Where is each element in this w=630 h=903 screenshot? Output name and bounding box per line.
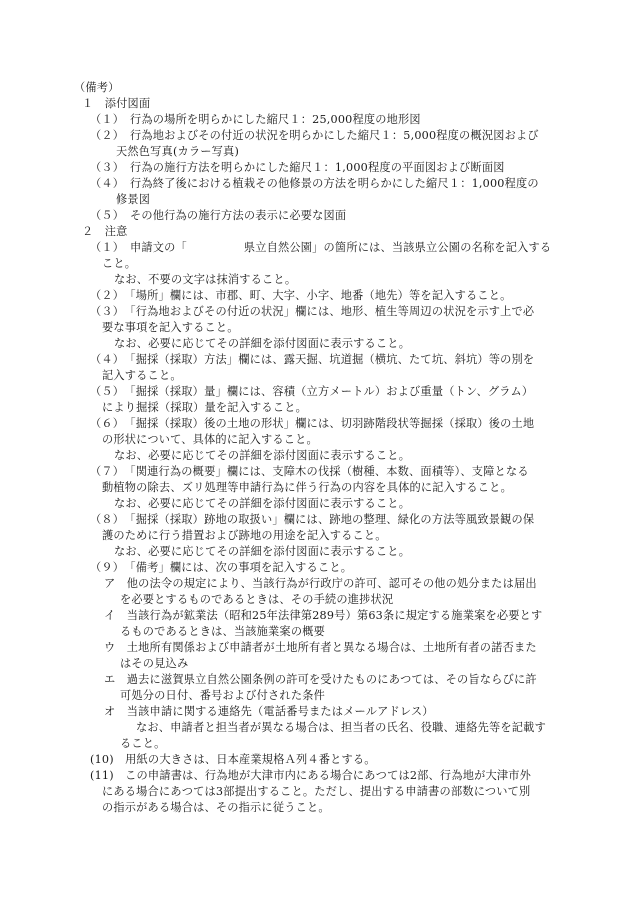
- text-line: なお、必要に応じてその詳細を添付図面に表示すること。: [114, 337, 411, 350]
- text-line: ア 他の法令の規定により、当該行為が行政庁の許可、認可その他の処分または届出: [104, 577, 537, 590]
- text-line: （４） 行為終了後における植栽その他修景の方法を明らかにした縮尺１：1,000程度の: [90, 177, 539, 190]
- text-line: なお、必要に応じてその詳細を添付図面に表示すること。: [114, 449, 411, 462]
- text-line: イ 当該行為が鉱業法（昭和25年法律第289号）第63条に規定する施業案を必要とす: [104, 609, 543, 622]
- text-line: 修景図: [116, 193, 151, 206]
- text-line: なお、必要に応じてその詳細を添付図面に表示すること。: [114, 545, 411, 558]
- section-heading: １ 添付図面: [82, 97, 151, 110]
- text-line: により掘採（採取）量を記入すること。: [102, 401, 307, 414]
- text-line: にある場合にあつては3部提出すること。ただし、提出する申請書の部数について別: [102, 785, 531, 798]
- text-line: 要な事項を記入すること。: [102, 321, 239, 334]
- text-line: （３） 行為の施行方法を明らかにした縮尺１：1,000程度の平面図および断面図: [90, 161, 505, 174]
- text-line: なお、申請者と担当者が異なる場合は、担当者の氏名、役職、連絡先等を記載す: [136, 721, 546, 734]
- text-line: はその見込み: [120, 657, 189, 670]
- text-line: 護のために行う措置および跡地の用途を記入すること。: [102, 529, 387, 542]
- text-line: ること。: [120, 737, 166, 750]
- text-line: 動植物の除去、ズリ処理等申請行為に伴う行為の内容を具体的に記入すること。: [102, 481, 512, 494]
- remarks-title: （備考）: [74, 81, 120, 94]
- text-line: を必要とするものであるときは、その手続の進捗状況: [120, 593, 394, 606]
- text-line: （５） 「掘採（採取）量」欄には、容積（立方メートル）および重量（トン、グラム）: [90, 385, 534, 398]
- text-line: 記入すること。: [102, 369, 182, 382]
- text-line: （５） その他行為の施行方法の表示に必要な図面: [90, 209, 347, 222]
- text-line: オ 当該申請に関する連絡先（電話番号またはメールアドレス）: [104, 705, 434, 718]
- text-line: （３） 「行為地およびその付近の状況」欄には、地形、植生等周辺の状況を示す上で必: [90, 305, 535, 318]
- text-line: (11) この申請書は、行為地が大津市内にある場合にあつては2部、行為地が大津市外: [90, 769, 532, 782]
- section-heading: ２ 注意: [82, 225, 128, 238]
- text-line: （２） 「場所」欄には、市郡、町、大字、小字、地番（地先）等を記入すること。: [90, 289, 512, 302]
- text-line: の指示がある場合は、その指示に従うこと。: [102, 801, 330, 814]
- text-line: 可処分の日付、番号および付された条件: [120, 689, 325, 702]
- text-line: （９） 「備考」欄には、次の事項を記入すること。: [90, 561, 353, 574]
- text-line: （１） 行為の場所を明らかにした縮尺１：25,000程度の地形図: [90, 113, 421, 126]
- text-line: （４） 「掘採（採取）方法」欄には、露天掘、坑道掘（横坑、たて坑、斜坑）等の別を: [90, 353, 535, 366]
- text-line: （１） 申請文の「 県立自然公園」の箇所には、当該県立公園の名称を記入する: [90, 241, 552, 254]
- text-line: （２） 行為地およびその付近の状況を明らかにした縮尺１：5,000程度の概況図および: [90, 129, 539, 142]
- text-line: こと。: [102, 257, 137, 270]
- text-line: エ 過去に滋賀県立自然公園条例の許可を受けたものにあつては、その旨ならびに許: [104, 673, 537, 686]
- text-line: ウ 土地所有関係および申請者が土地所有者と異なる場合は、土地所有者の諾否また: [104, 641, 537, 654]
- text-line: の形状について、具体的に記入すること。: [102, 433, 318, 446]
- text-line: なお、必要に応じてその詳細を添付図面に表示すること。: [114, 497, 411, 510]
- text-line: （７） 「関連行為の概要」欄には、支障木の伐採（樹種、本数、面積等）、支障となる: [90, 465, 529, 478]
- text-line: （６） 「掘採（採取）後の土地の形状」欄には、切羽跡階段状等掘採（採取）後の土地: [90, 417, 535, 430]
- text-line: （８） 「掘採（採取）跡地の取扱い」欄には、跡地の整理、緑化の方法等風致景観の保: [90, 513, 535, 526]
- text-line: (10) 用紙の大きさは、日本産業規格Ａ列４番とする。: [90, 753, 376, 766]
- text-line: 天然色写真(カラー写真): [116, 145, 240, 158]
- text-line: るものであるときは、当該施業案の概要: [120, 625, 325, 638]
- text-line: なお、不要の文字は抹消すること。: [114, 273, 297, 286]
